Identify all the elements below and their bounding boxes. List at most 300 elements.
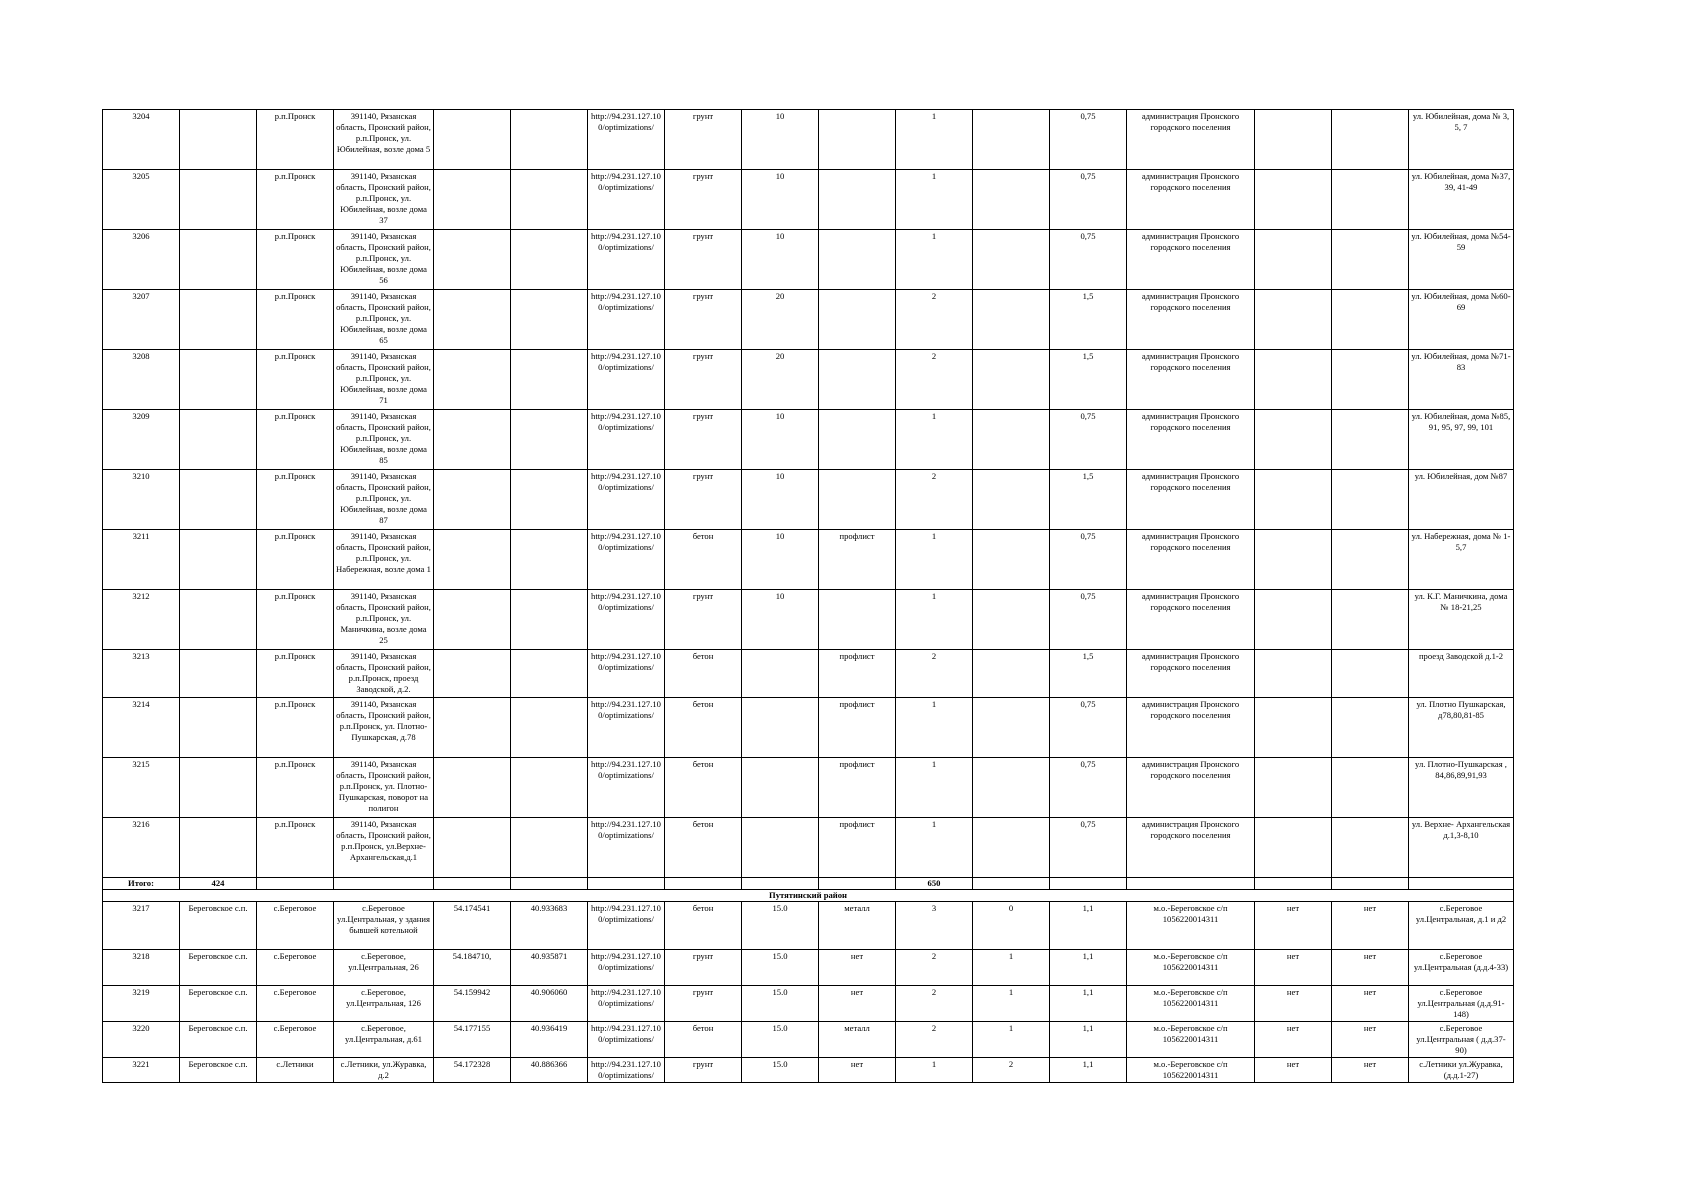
cell-number: 3214 — [103, 698, 180, 758]
cell-address: с.Береговое, ул.Центральная, д.61 — [334, 1022, 434, 1058]
cell-settlement — [180, 410, 257, 470]
cell-volume: 1,1 — [1050, 902, 1127, 950]
cell-area: 15.0 — [742, 902, 819, 950]
cell-number: 3208 — [103, 350, 180, 410]
cell-flag-a — [1255, 590, 1332, 650]
cell-area: 10 — [742, 230, 819, 290]
cell-surface: грунт — [665, 986, 742, 1022]
cell-area: 10 — [742, 410, 819, 470]
cell-link: http://94.231.127.100/optimizations/ — [588, 698, 665, 758]
cell-fence — [819, 170, 896, 230]
cell-area — [742, 650, 819, 698]
cell-served-addresses: ул. Плотно-Пушкарская , 84,86,89,91,93 — [1409, 758, 1514, 818]
cell-flag-a: нет — [1255, 902, 1332, 950]
cell-extra-containers — [973, 230, 1050, 290]
cell-surface: грунт — [665, 350, 742, 410]
cell-flag-b: нет — [1332, 986, 1409, 1022]
cell-containers: 2 — [896, 470, 973, 530]
cell-number: 3211 — [103, 530, 180, 590]
cell-containers: 2 — [896, 290, 973, 350]
cell-area: 15.0 — [742, 1058, 819, 1083]
cell-fence — [819, 410, 896, 470]
cell-locality: р.п.Пронск — [257, 410, 334, 470]
cell-locality: р.п.Пронск — [257, 170, 334, 230]
cell-owner: администрация Пронского городского поселения — [1127, 650, 1255, 698]
cell-served-addresses: ул. Набережная, дома № 1-5,7 — [1409, 530, 1514, 590]
cell-volume: 1,1 — [1050, 950, 1127, 986]
cell-link: http://94.231.127.100/optimizations/ — [588, 818, 665, 878]
cell-link: http://94.231.127.100/optimizations/ — [588, 290, 665, 350]
cell-settlement — [180, 650, 257, 698]
cell-containers: 2 — [896, 350, 973, 410]
cell-owner: администрация Пронского городского поселения — [1127, 698, 1255, 758]
cell-locality: р.п.Пронск — [257, 110, 334, 170]
total-empty-cell — [819, 878, 896, 890]
cell-extra-containers — [973, 290, 1050, 350]
cell-settlement — [180, 230, 257, 290]
total-label: Итого: — [103, 878, 180, 890]
cell-served-addresses: с.Береговое ул.Центральная (д.д.4-33) — [1409, 950, 1514, 986]
cell-surface: грунт — [665, 230, 742, 290]
cell-volume: 0,75 — [1050, 698, 1127, 758]
cell-owner: м.о.-Береговское с/п 1056220014311 — [1127, 950, 1255, 986]
cell-served-addresses: ул. Юбилейная, дома № 3, 5, 7 — [1409, 110, 1514, 170]
cell-number: 3220 — [103, 1022, 180, 1058]
cell-latitude — [434, 410, 511, 470]
cell-fence — [819, 230, 896, 290]
cell-locality: р.п.Пронск — [257, 470, 334, 530]
cell-owner: администрация Пронского городского поселения — [1127, 170, 1255, 230]
cell-locality: р.п.Пронск — [257, 590, 334, 650]
table-row — [103, 350, 1514, 410]
cell-fence: профлист — [819, 818, 896, 878]
cell-containers: 1 — [896, 410, 973, 470]
cell-flag-b — [1332, 590, 1409, 650]
cell-served-addresses: ул. Юбилейная, дома №71-83 — [1409, 350, 1514, 410]
cell-settlement — [180, 530, 257, 590]
table-row — [103, 758, 1514, 818]
total-empty-cell — [434, 878, 511, 890]
cell-longitude — [511, 698, 588, 758]
cell-fence — [819, 470, 896, 530]
cell-surface: грунт — [665, 950, 742, 986]
cell-flag-a — [1255, 758, 1332, 818]
cell-link: http://94.231.127.100/optimizations/ — [588, 110, 665, 170]
cell-longitude: 40.935871 — [511, 950, 588, 986]
cell-containers: 1 — [896, 698, 973, 758]
cell-extra-containers — [973, 530, 1050, 590]
cell-surface: бетон — [665, 650, 742, 698]
cell-served-addresses: ул. К.Г. Маничкина, дома № 18-21,25 — [1409, 590, 1514, 650]
cell-address: 391140, Рязанская область, Пронский район, р.п.Пронск, ул. Маничкина, возле дома 25 — [334, 590, 434, 650]
cell-locality: р.п.Пронск — [257, 698, 334, 758]
cell-settlement — [180, 818, 257, 878]
cell-area — [742, 758, 819, 818]
cell-locality: с.Береговое — [257, 950, 334, 986]
cell-longitude: 40.933683 — [511, 902, 588, 950]
cell-flag-b: нет — [1332, 1058, 1409, 1083]
cell-longitude — [511, 350, 588, 410]
cell-settlement: Береговское с.п. — [180, 902, 257, 950]
cell-area: 10 — [742, 530, 819, 590]
cell-owner: администрация Пронского городского поселения — [1127, 410, 1255, 470]
cell-served-addresses: ул. Плотно Пушкарская, д78,80,81-85 — [1409, 698, 1514, 758]
cell-flag-a — [1255, 350, 1332, 410]
cell-surface: бетон — [665, 818, 742, 878]
cell-latitude — [434, 698, 511, 758]
cell-address: 391140, Рязанская область, Пронский район, р.п.Пронск, ул. Юбилейная, возле дома 65 — [334, 290, 434, 350]
table-row — [103, 902, 1514, 950]
cell-flag-b — [1332, 110, 1409, 170]
cell-containers: 1 — [896, 110, 973, 170]
cell-address: 391140, Рязанская область, Пронский район, р.п.Пронск, ул. Набережная, возле дома 1 — [334, 530, 434, 590]
cell-owner: администрация Пронского городского поселения — [1127, 230, 1255, 290]
cell-latitude — [434, 350, 511, 410]
cell-latitude — [434, 290, 511, 350]
cell-fence: профлист — [819, 758, 896, 818]
cell-containers: 1 — [896, 818, 973, 878]
table-row — [103, 530, 1514, 590]
cell-longitude: 40.886366 — [511, 1058, 588, 1083]
cell-owner: администрация Пронского городского поселения — [1127, 818, 1255, 878]
total-row — [103, 878, 1514, 890]
cell-latitude: 54.184710, — [434, 950, 511, 986]
cell-flag-b — [1332, 230, 1409, 290]
cell-longitude — [511, 470, 588, 530]
total-empty-cell — [1409, 878, 1514, 890]
cell-longitude — [511, 110, 588, 170]
table-row — [103, 818, 1514, 878]
cell-area: 10 — [742, 110, 819, 170]
table-row — [103, 986, 1514, 1022]
cell-owner: м.о.-Береговское с/п 1056220014311 — [1127, 1058, 1255, 1083]
cell-fence: металл — [819, 1022, 896, 1058]
cell-surface: грунт — [665, 410, 742, 470]
table-row — [103, 410, 1514, 470]
cell-address: 391140, Рязанская область, Пронский район, р.п.Пронск, проезд Заводской, д.2. — [334, 650, 434, 698]
total-empty-cell — [334, 878, 434, 890]
cell-owner: администрация Пронского городского поселения — [1127, 590, 1255, 650]
cell-address: с.Летники, ул.Журавка, д.2 — [334, 1058, 434, 1083]
cell-flag-a: нет — [1255, 1022, 1332, 1058]
cell-longitude — [511, 650, 588, 698]
cell-latitude — [434, 590, 511, 650]
cell-fence: нет — [819, 950, 896, 986]
cell-area: 15.0 — [742, 986, 819, 1022]
cell-area — [742, 698, 819, 758]
cell-number: 3212 — [103, 590, 180, 650]
cell-flag-a: нет — [1255, 1058, 1332, 1083]
cell-owner: м.о.-Береговское с/п 1056220014311 — [1127, 986, 1255, 1022]
total-empty-cell — [1255, 878, 1332, 890]
cell-flag-b — [1332, 818, 1409, 878]
registry-table — [102, 109, 1514, 1083]
cell-address: с.Береговое ул.Центральная, у здания бывшей котельной — [334, 902, 434, 950]
total-empty-cell — [257, 878, 334, 890]
cell-served-addresses: проезд Заводской д.1-2 — [1409, 650, 1514, 698]
cell-latitude: 54.172328 — [434, 1058, 511, 1083]
cell-owner: м.о.-Береговское с/п 1056220014311 — [1127, 1022, 1255, 1058]
cell-volume: 1,1 — [1050, 1022, 1127, 1058]
cell-latitude: 54.177155 — [434, 1022, 511, 1058]
cell-number: 3206 — [103, 230, 180, 290]
cell-owner: администрация Пронского городского поселения — [1127, 470, 1255, 530]
cell-address: с.Береговое, ул.Центральная, 126 — [334, 986, 434, 1022]
cell-address: 391140, Рязанская область, Пронский район, р.п.Пронск, ул. Юбилейная, возле дома 37 — [334, 170, 434, 230]
cell-link: http://94.231.127.100/optimizations/ — [588, 530, 665, 590]
cell-extra-containers: 0 — [973, 902, 1050, 950]
cell-extra-containers — [973, 818, 1050, 878]
cell-surface: грунт — [665, 590, 742, 650]
cell-number: 3217 — [103, 902, 180, 950]
cell-link: http://94.231.127.100/optimizations/ — [588, 470, 665, 530]
cell-owner: администрация Пронского городского поселения — [1127, 530, 1255, 590]
cell-owner: администрация Пронского городского поселения — [1127, 350, 1255, 410]
cell-served-addresses: с.Береговое ул.Центральная (д.д.91-148) — [1409, 986, 1514, 1022]
cell-containers: 3 — [896, 902, 973, 950]
total-count: 424 — [180, 878, 257, 890]
cell-extra-containers — [973, 170, 1050, 230]
cell-served-addresses: ул. Юбилейная, дома №37, 39, 41-49 — [1409, 170, 1514, 230]
cell-number: 3204 — [103, 110, 180, 170]
cell-locality: с.Летники — [257, 1058, 334, 1083]
total-empty-cell — [511, 878, 588, 890]
cell-volume: 0,75 — [1050, 530, 1127, 590]
table-row — [103, 110, 1514, 170]
cell-locality: р.п.Пронск — [257, 650, 334, 698]
cell-address: 391140, Рязанская область, Пронский район, р.п.Пронск, ул. Юбилейная, возле дома 71 — [334, 350, 434, 410]
cell-settlement — [180, 350, 257, 410]
cell-volume: 1,5 — [1050, 350, 1127, 410]
cell-containers: 1 — [896, 590, 973, 650]
cell-served-addresses: ул. Юбилейная, дом №87 — [1409, 470, 1514, 530]
cell-number: 3216 — [103, 818, 180, 878]
cell-latitude: 54.174541 — [434, 902, 511, 950]
cell-link: http://94.231.127.100/optimizations/ — [588, 350, 665, 410]
cell-longitude — [511, 818, 588, 878]
cell-flag-b — [1332, 698, 1409, 758]
cell-settlement — [180, 110, 257, 170]
table-row — [103, 650, 1514, 698]
cell-containers: 2 — [896, 986, 973, 1022]
table-row — [103, 950, 1514, 986]
cell-surface: бетон — [665, 758, 742, 818]
cell-fence — [819, 110, 896, 170]
cell-containers: 1 — [896, 170, 973, 230]
table-row — [103, 1022, 1514, 1058]
cell-latitude — [434, 230, 511, 290]
cell-served-addresses: ул. Верхне- Архангельская д.1,3-8,10 — [1409, 818, 1514, 878]
cell-longitude — [511, 410, 588, 470]
cell-served-addresses: ул. Юбилейная, дома №54-59 — [1409, 230, 1514, 290]
cell-area: 10 — [742, 590, 819, 650]
cell-link: http://94.231.127.100/optimizations/ — [588, 590, 665, 650]
cell-flag-b — [1332, 650, 1409, 698]
cell-locality: с.Береговое — [257, 1022, 334, 1058]
table-row — [103, 470, 1514, 530]
cell-number: 3207 — [103, 290, 180, 350]
cell-number: 3213 — [103, 650, 180, 698]
cell-containers: 2 — [896, 1022, 973, 1058]
cell-settlement — [180, 170, 257, 230]
cell-surface: грунт — [665, 290, 742, 350]
cell-settlement — [180, 470, 257, 530]
cell-latitude — [434, 110, 511, 170]
cell-fence — [819, 350, 896, 410]
cell-locality: р.п.Пронск — [257, 758, 334, 818]
table-row — [103, 1058, 1514, 1083]
cell-flag-b — [1332, 758, 1409, 818]
cell-volume: 0,75 — [1050, 758, 1127, 818]
section-title: Путятинский район — [103, 890, 1514, 902]
cell-extra-containers: 1 — [973, 986, 1050, 1022]
cell-containers: 1 — [896, 758, 973, 818]
cell-link: http://94.231.127.100/optimizations/ — [588, 950, 665, 986]
cell-containers: 2 — [896, 650, 973, 698]
cell-volume: 0,75 — [1050, 170, 1127, 230]
cell-settlement — [180, 590, 257, 650]
cell-surface: бетон — [665, 902, 742, 950]
total-empty-cell — [742, 878, 819, 890]
cell-area: 10 — [742, 170, 819, 230]
cell-number: 3215 — [103, 758, 180, 818]
cell-link: http://94.231.127.100/optimizations/ — [588, 170, 665, 230]
cell-latitude — [434, 530, 511, 590]
cell-owner: м.о.-Береговское с/п 1056220014311 — [1127, 902, 1255, 950]
cell-flag-a: нет — [1255, 950, 1332, 986]
cell-longitude — [511, 530, 588, 590]
cell-surface: бетон — [665, 530, 742, 590]
total-empty-cell — [588, 878, 665, 890]
total-empty-cell — [1127, 878, 1255, 890]
cell-flag-a — [1255, 818, 1332, 878]
cell-volume: 1,5 — [1050, 650, 1127, 698]
cell-settlement: Береговское с.п. — [180, 1022, 257, 1058]
total-empty-cell — [1332, 878, 1409, 890]
total-empty-cell — [973, 878, 1050, 890]
cell-link: http://94.231.127.100/optimizations/ — [588, 230, 665, 290]
cell-fence — [819, 290, 896, 350]
cell-volume: 1,5 — [1050, 470, 1127, 530]
cell-fence — [819, 590, 896, 650]
cell-longitude — [511, 758, 588, 818]
cell-locality: р.п.Пронск — [257, 530, 334, 590]
cell-link: http://94.231.127.100/optimizations/ — [588, 986, 665, 1022]
cell-extra-containers — [973, 650, 1050, 698]
cell-surface: бетон — [665, 1022, 742, 1058]
cell-fence: нет — [819, 986, 896, 1022]
cell-fence: профлист — [819, 698, 896, 758]
cell-locality: с.Береговое — [257, 986, 334, 1022]
cell-link: http://94.231.127.100/optimizations/ — [588, 410, 665, 470]
cell-extra-containers — [973, 590, 1050, 650]
cell-latitude — [434, 818, 511, 878]
cell-latitude — [434, 650, 511, 698]
cell-containers: 1 — [896, 1058, 973, 1083]
cell-locality: с.Береговое — [257, 902, 334, 950]
cell-settlement — [180, 290, 257, 350]
cell-longitude: 40.906060 — [511, 986, 588, 1022]
cell-fence: профлист — [819, 650, 896, 698]
cell-number: 3218 — [103, 950, 180, 986]
table-row — [103, 170, 1514, 230]
cell-flag-b — [1332, 290, 1409, 350]
cell-link: http://94.231.127.100/optimizations/ — [588, 1022, 665, 1058]
table-row — [103, 290, 1514, 350]
cell-area: 20 — [742, 290, 819, 350]
cell-flag-b: нет — [1332, 902, 1409, 950]
cell-longitude: 40.936419 — [511, 1022, 588, 1058]
cell-owner: администрация Пронского городского поселения — [1127, 758, 1255, 818]
cell-served-addresses: ул. Юбилейная, дома №60-69 — [1409, 290, 1514, 350]
cell-settlement: Береговское с.п. — [180, 1058, 257, 1083]
cell-containers: 2 — [896, 950, 973, 986]
registry-body — [103, 110, 1514, 1083]
cell-address: 391140, Рязанская область, Пронский район, р.п.Пронск, ул. Юбилейная, возле дома 85 — [334, 410, 434, 470]
cell-volume: 0,75 — [1050, 818, 1127, 878]
cell-extra-containers — [973, 698, 1050, 758]
cell-link: http://94.231.127.100/optimizations/ — [588, 902, 665, 950]
cell-fence: нет — [819, 1058, 896, 1083]
cell-longitude — [511, 170, 588, 230]
cell-volume: 1,1 — [1050, 986, 1127, 1022]
cell-flag-b — [1332, 530, 1409, 590]
cell-locality: р.п.Пронск — [257, 818, 334, 878]
cell-containers: 1 — [896, 530, 973, 590]
cell-area — [742, 818, 819, 878]
cell-containers: 1 — [896, 230, 973, 290]
cell-flag-a — [1255, 110, 1332, 170]
cell-settlement — [180, 758, 257, 818]
cell-flag-b — [1332, 470, 1409, 530]
table-row — [103, 698, 1514, 758]
cell-latitude — [434, 470, 511, 530]
cell-served-addresses: с.Береговое ул.Центральная ( д.д.37-90) — [1409, 1022, 1514, 1058]
cell-latitude — [434, 758, 511, 818]
cell-number: 3205 — [103, 170, 180, 230]
cell-volume: 0,75 — [1050, 110, 1127, 170]
table-row — [103, 590, 1514, 650]
cell-latitude — [434, 170, 511, 230]
cell-volume: 0,75 — [1050, 410, 1127, 470]
cell-area: 10 — [742, 470, 819, 530]
cell-link: http://94.231.127.100/optimizations/ — [588, 1058, 665, 1083]
cell-longitude — [511, 290, 588, 350]
cell-flag-a — [1255, 470, 1332, 530]
cell-number: 3209 — [103, 410, 180, 470]
cell-volume: 0,75 — [1050, 230, 1127, 290]
cell-owner: администрация Пронского городского поселения — [1127, 290, 1255, 350]
cell-locality: р.п.Пронск — [257, 290, 334, 350]
cell-flag-b: нет — [1332, 950, 1409, 986]
total-sum: 650 — [896, 878, 973, 890]
cell-flag-b: нет — [1332, 1022, 1409, 1058]
cell-flag-a — [1255, 410, 1332, 470]
cell-number: 3210 — [103, 470, 180, 530]
cell-extra-containers — [973, 350, 1050, 410]
cell-fence: металл — [819, 902, 896, 950]
cell-served-addresses: с.Летники ул.Журавка, (д.д.1-27) — [1409, 1058, 1514, 1083]
cell-extra-containers — [973, 758, 1050, 818]
cell-longitude — [511, 590, 588, 650]
cell-address: 391140, Рязанская область, Пронский район, р.п.Пронск, ул. Юбилейная, возле дома 5 — [334, 110, 434, 170]
cell-owner: администрация Пронского городского поселения — [1127, 110, 1255, 170]
cell-surface: грунт — [665, 470, 742, 530]
cell-extra-containers: 1 — [973, 950, 1050, 986]
cell-settlement: Береговское с.п. — [180, 950, 257, 986]
cell-longitude — [511, 230, 588, 290]
cell-link: http://94.231.127.100/optimizations/ — [588, 650, 665, 698]
